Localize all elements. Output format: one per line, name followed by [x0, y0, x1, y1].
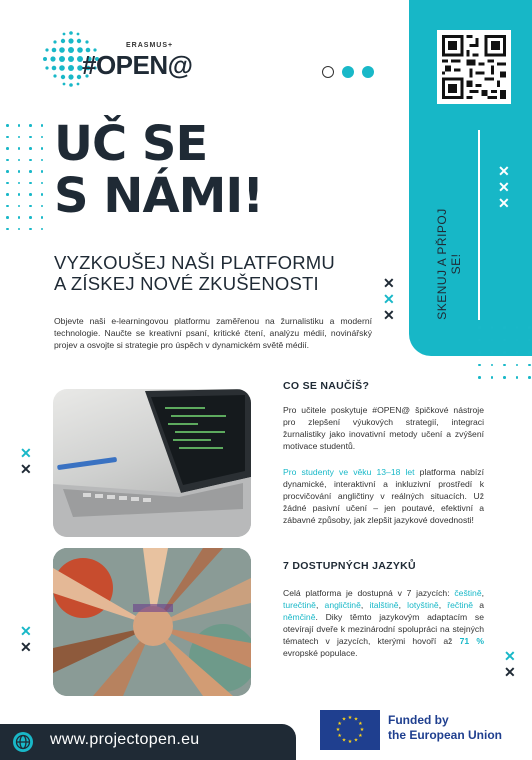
close-icon-stack	[383, 275, 395, 323]
svg-text:★: ★	[341, 737, 347, 744]
close-icon: ✕	[383, 307, 395, 323]
close-icon: ✕	[20, 639, 32, 655]
language-english: angličtině	[324, 600, 361, 610]
panel-divider	[478, 130, 480, 320]
scan-cta: SKENUJ A PŘIPOJ SE!	[435, 208, 463, 320]
language-greek: řečtině	[447, 600, 474, 610]
close-icon: ✕	[20, 461, 32, 477]
svg-text:★: ★	[347, 715, 353, 721]
close-icon: ✕	[20, 445, 32, 461]
population-percent: 71 %	[459, 636, 484, 646]
qr-code[interactable]	[437, 30, 511, 104]
svg-text:★: ★	[358, 733, 363, 739]
subheadline: VYZKOUŠEJ NAŠI PLATFORMU A ZÍSKEJ NOVÉ ZKUŠENOSTI	[54, 252, 335, 294]
svg-text:★: ★	[358, 721, 363, 727]
close-icon-stack	[498, 163, 510, 211]
teachers-paragraph: Pro učitele poskytuje #OPEN@ špičkové nástroje pro zlepšení výukových strategií, integraci žurnalistiky jako inovativní metody učení a zvýšení motivace studentů.	[283, 405, 484, 451]
close-icon: ✕	[498, 163, 510, 179]
close-icon: ✕	[504, 648, 516, 664]
svg-text:★: ★	[353, 737, 359, 744]
erasmus-label: ERASMUS+	[126, 42, 174, 49]
students-highlight: Pro studenty ve věku 13–18 let	[283, 467, 415, 477]
svg-text:★: ★	[337, 721, 342, 727]
hands-photo	[53, 548, 251, 696]
section-title-learn: CO SE NAUČÍŠ?	[283, 380, 370, 392]
logo	[40, 24, 210, 94]
language-italian: italštině	[369, 600, 399, 610]
pager-dot	[322, 66, 334, 78]
language-latvian: lotyštině	[407, 600, 439, 610]
close-icon: ✕	[383, 275, 395, 291]
section-title-languages: 7 DOSTUPNÝCH JAZYKŮ	[283, 560, 416, 572]
svg-text:★: ★	[353, 716, 359, 723]
intro-paragraph: Objevte naši e-learningovou platformu zaměřenou na žurnalistiku a moderní technologie. Naučte se kreativní psaní, kritické čtení, analýzu médií, novinářský projev a osvojte si strategie pro úspěch v dynamickém světě médií.	[54, 316, 372, 350]
decor-dots-right	[478, 326, 531, 379]
svg-text:★: ★	[359, 727, 365, 733]
svg-text:★: ★	[337, 733, 342, 739]
languages-paragraph: Celá platforma je dostupná v 7 jazycích: češtině, turečtině, angličtině, italštině, lotyštině, řečtině a němčině. Diky těmto jazykovým adaptacím se otevírají dveře k mezinárodní spolupráci na stejných tématech v jazycích, kterými hovoří až 71 % evropské populace.	[283, 588, 485, 658]
language-german: němčině	[283, 612, 316, 622]
close-icon: ✕	[498, 195, 510, 211]
language-turkish: turečtině	[283, 600, 316, 610]
svg-text:★: ★	[347, 739, 353, 745]
logo-name: #OPEN@	[82, 50, 193, 80]
svg-text:★: ★	[341, 716, 347, 723]
close-icon-stack	[20, 445, 32, 477]
eu-flag-icon	[320, 710, 380, 750]
students-text: platforma nabízí dynamické, interaktivní a inkluzivní prostředí k procvičování angličtiny v reálných situacích. Už žádné pasivní učení – jen poutavé, efektivní a zábavné způsoby, jak zlepšit jazykové dovednosti!	[283, 467, 484, 525]
globe-icon	[12, 731, 34, 753]
svg-text:★: ★	[335, 727, 341, 733]
students-paragraph	[283, 466, 484, 526]
main-headline: UČ SE S NÁMI!	[54, 116, 264, 224]
close-icon: ✕	[504, 664, 516, 680]
pager-dots	[322, 66, 374, 78]
website-link[interactable]: www.projectopen.eu	[50, 731, 200, 748]
close-icon: ✕	[498, 179, 510, 195]
close-icon-stack	[20, 623, 32, 655]
language-czech: češtině	[454, 588, 482, 598]
laptop-photo	[53, 389, 251, 537]
pager-dot	[342, 66, 354, 78]
close-icon: ✕	[20, 623, 32, 639]
close-icon: ✕	[383, 291, 395, 307]
decor-dots-left	[6, 124, 43, 230]
close-icon-stack	[504, 648, 516, 680]
pager-dot	[362, 66, 374, 78]
qr-code-icon	[442, 35, 506, 99]
funding-text: Funded by the European Union	[388, 713, 502, 742]
